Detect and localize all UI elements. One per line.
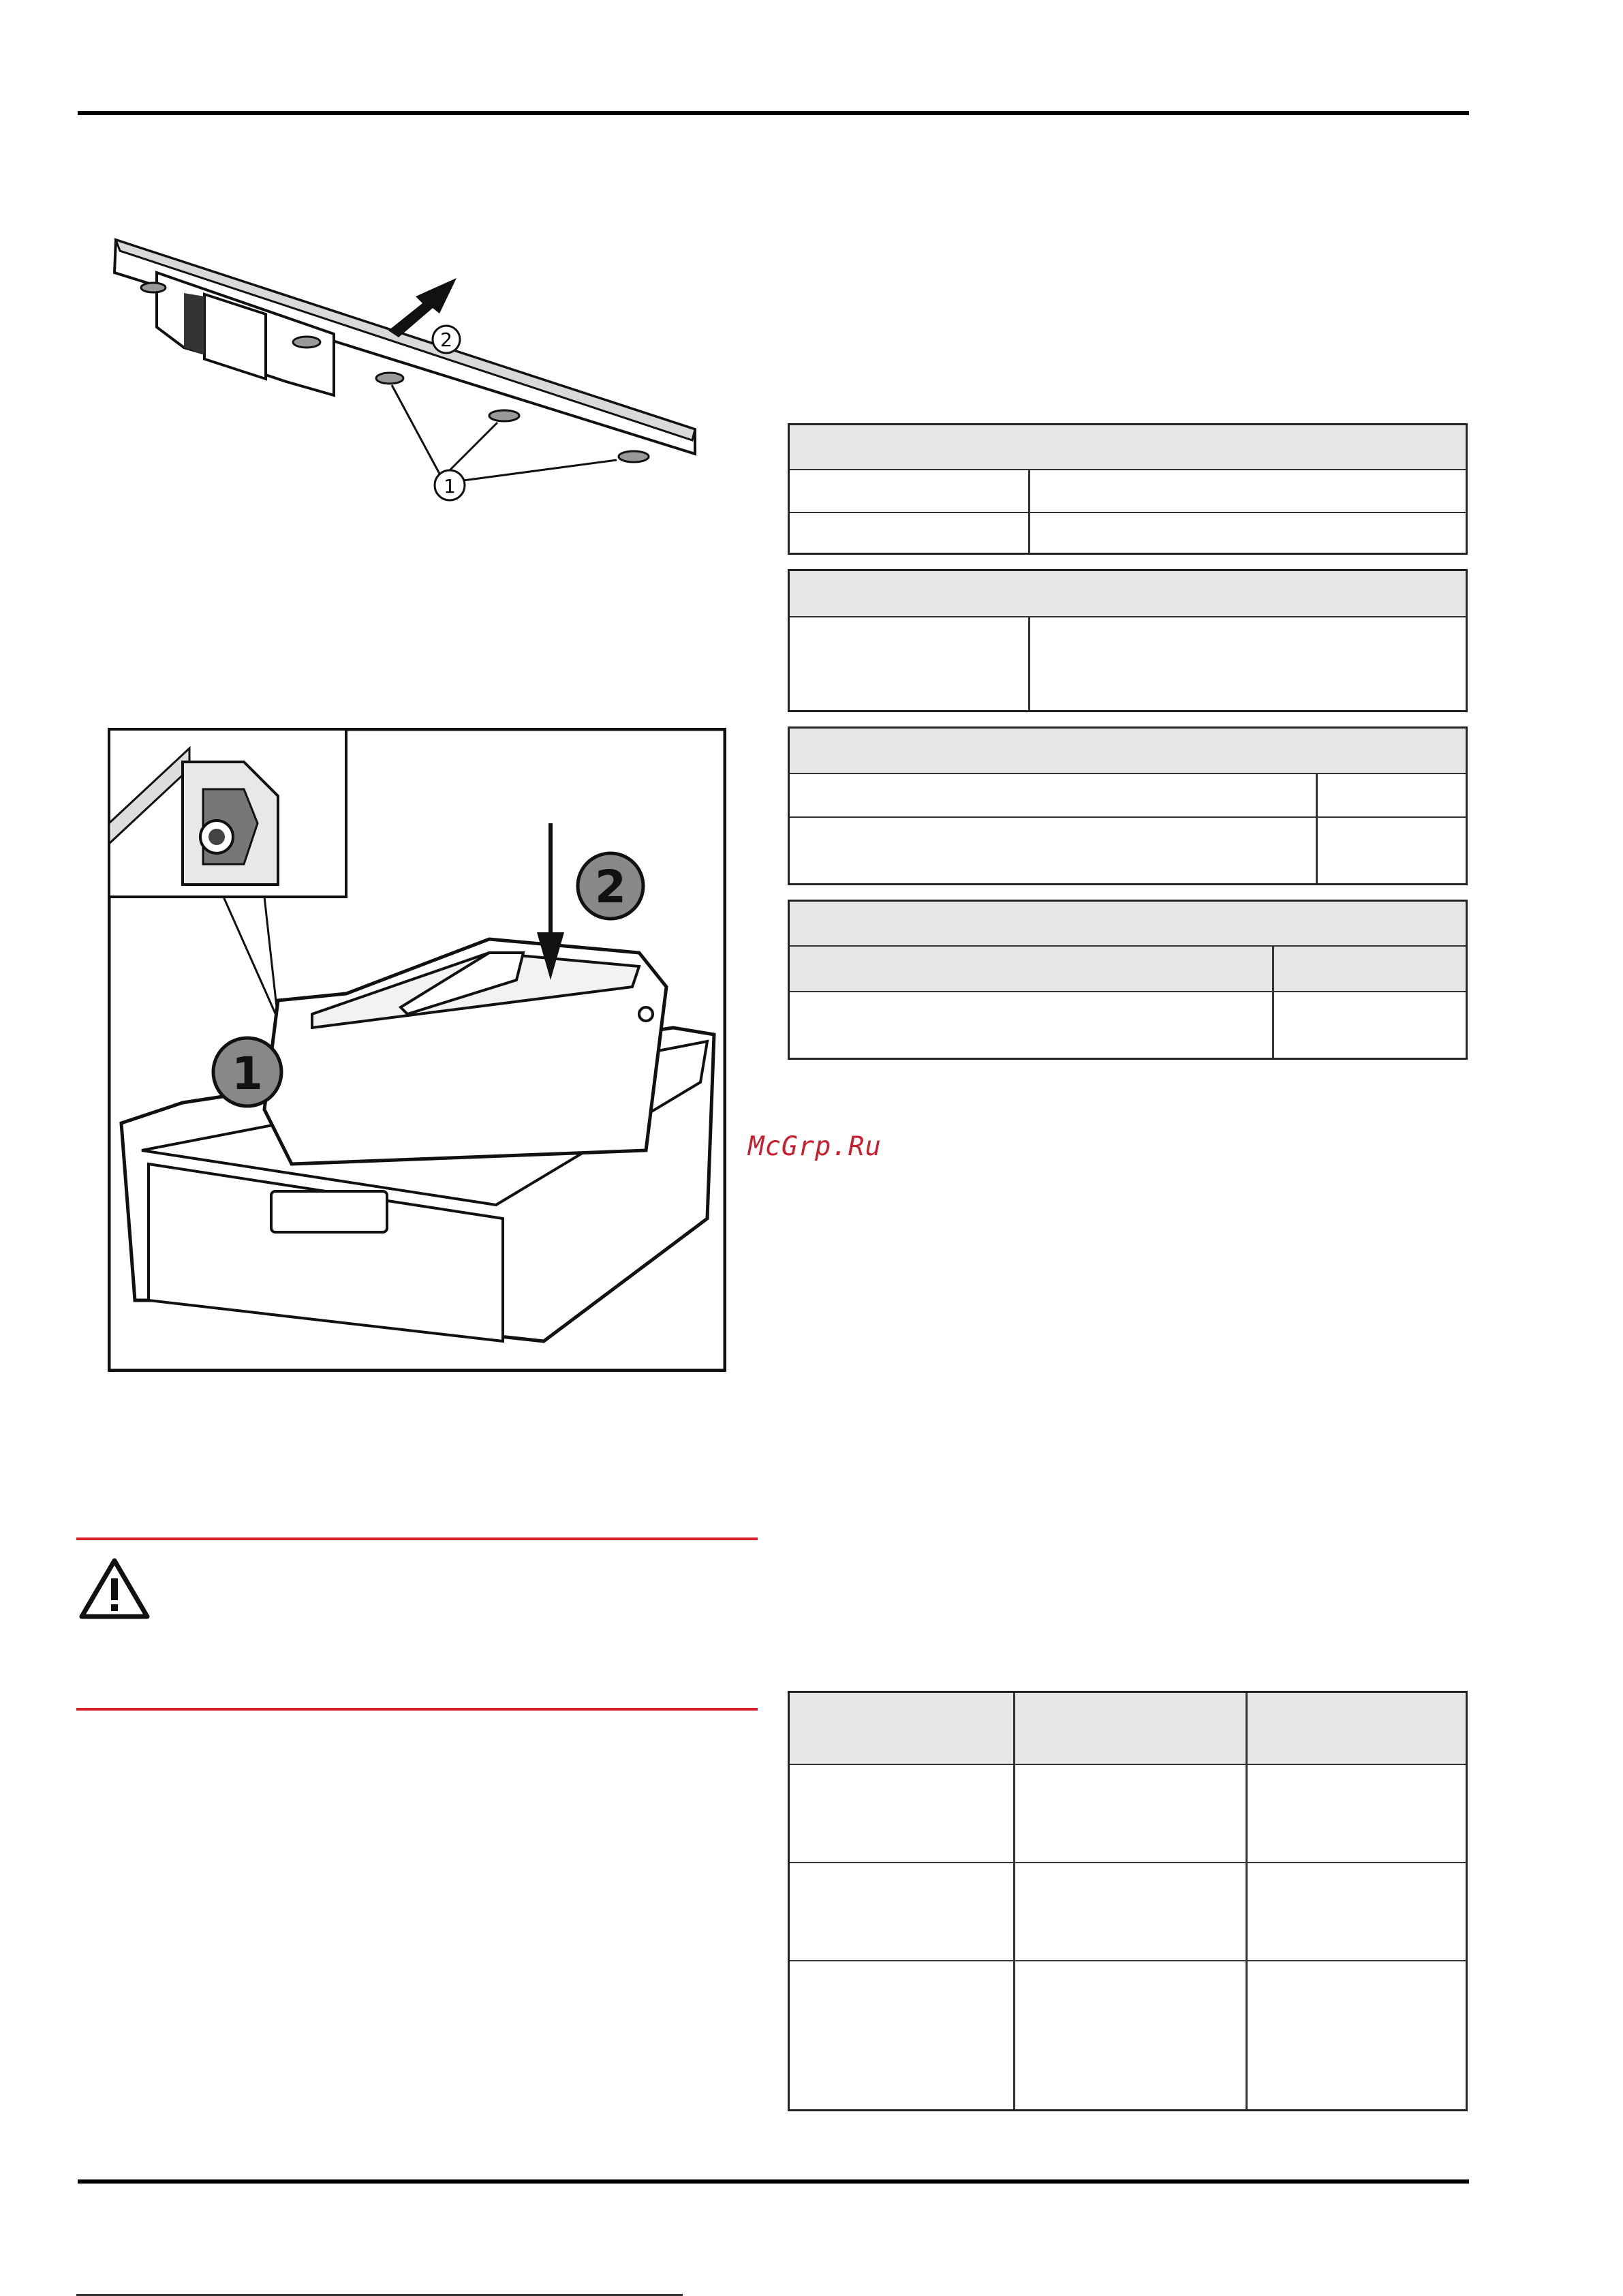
drawer-insert-diagram	[108, 728, 726, 1372]
lid-foot	[376, 373, 403, 384]
spec-table-1	[788, 423, 1468, 555]
spec-table-2	[788, 569, 1468, 712]
table-header	[790, 571, 1466, 617]
warning-top-rule	[76, 1537, 758, 1540]
callout-1-label: 1	[232, 1047, 263, 1100]
callout-1-label: 1	[444, 475, 456, 498]
lid-foot	[489, 410, 519, 421]
callout-2-label: 2	[440, 328, 452, 351]
warning-bottom-rule	[76, 1708, 758, 1711]
table-header	[790, 425, 1466, 470]
table-header	[790, 729, 1466, 774]
table-header	[790, 1693, 1466, 1765]
warning-triangle-icon	[78, 1557, 151, 1622]
table-subheader	[790, 945, 1466, 992]
watermark: McGrp.Ru	[748, 1131, 882, 1162]
bottom-rule	[78, 2179, 1469, 2184]
table-header	[790, 902, 1466, 947]
lid-foot	[141, 283, 166, 292]
data-table	[788, 1691, 1468, 2111]
callout-2-label: 2	[595, 861, 626, 913]
top-rule	[78, 111, 1469, 115]
spec-table-3	[788, 726, 1468, 885]
lid-removal-diagram	[102, 232, 715, 518]
lid-foot	[619, 451, 649, 462]
lid-foot	[293, 337, 320, 348]
spec-table-4	[788, 900, 1468, 1060]
